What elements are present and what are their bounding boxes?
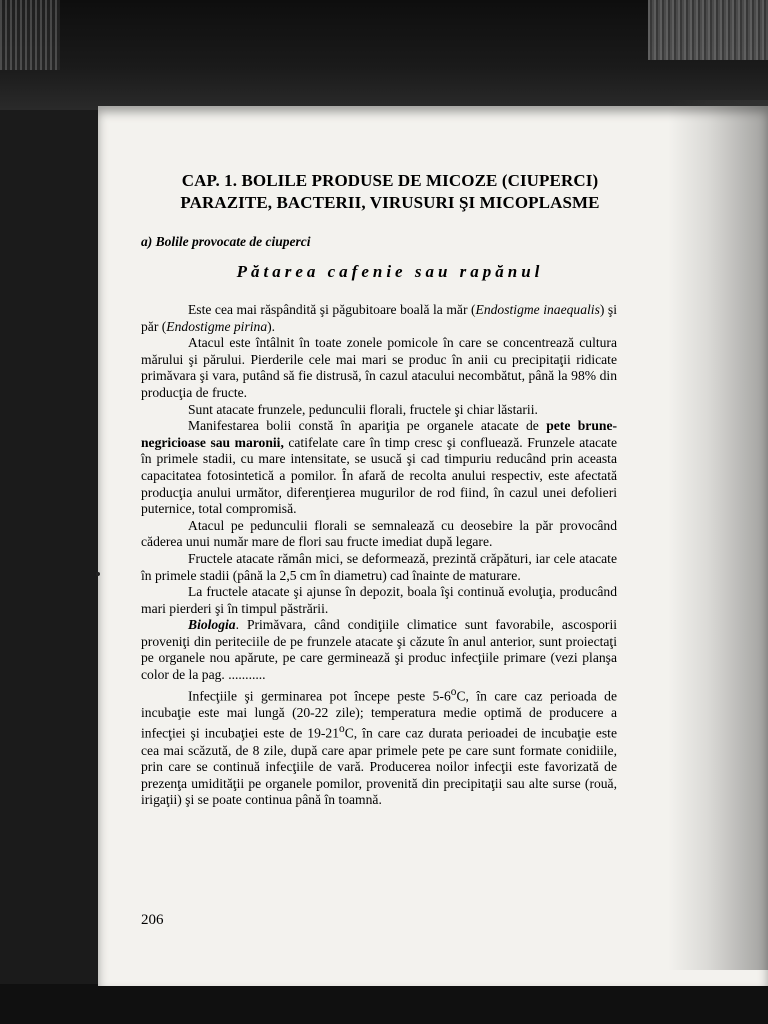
scan-dark-border-bottom	[0, 984, 768, 1024]
chapter-title-line2: PARAZITE, BACTERII, VIRUSURI ŞI MICOPLASME	[180, 193, 600, 212]
paragraph-6: Fructele atacate rămân mici, se deformează, prezintă crăpături, iar cele atacate în primele stadii (până la 2,5 cm în diametru) cad înainte de maturare.	[141, 550, 617, 583]
paragraph-1: Este cea mai răspândită şi păgubitoare boală la măr (Endostigme inaequalis) şi păr (Endostigme pirina).	[141, 302, 617, 334]
section-heading: a) Bolile provocate de ciuperci	[141, 234, 311, 249]
chapter-title-line1: CAP. 1. BOLILE PRODUSE DE MICOZE (CIUPERCI)	[181, 171, 599, 190]
paragraph-8: Biologia. Primăvara, când condiţiile climatice sunt favorabile, ascosporii proveniţi din periteciile de pe frunzele atacate şi căzute în anul anterior, sunt proiectaţi pe organele nou apărute, pe care germinează şi produc infecţiile primare (vezi planşa color de la pag. ...........	[141, 617, 617, 683]
page-number: 206	[141, 912, 164, 928]
paragraph-7: La fructele atacate şi ajunse în depozit, boala îşi continuă evoluţia, producând mari pierderi şi în timpul păstrării.	[141, 584, 617, 616]
paragraph-2: Atacul este întâlnit în toate zonele pomicole în care se concentrează cultura mărului şi părului. Pierderile cele mai mari se produc în anii cu precipitaţii ridicate primăvara şi vara, putând să fie distrusă, în cazul atacului necombătut, până la 98% din producţia de fructe.	[141, 335, 617, 400]
paragraph-9: Infecţiile şi germinarea pot începe peste 5-6$^o$C, în care caz perioada de incubaţie este mai lungă (20-22 zile); temperatura medie optimă de producere a infecţiei şi incubaţiei este de 19-21$^o$C, în care caz durata perioadei de incubaţie este cea mai scăzută, de 8 zile, după care apar primele pete pe care sunt formate conidiile, prin care se continuă infecţiile de vară. Producerea noilor infecţii este favorizată de prezenţa umidităţii pe organele pomilor, provenită din precipitaţii sau alte surse (rouă, irigaţii) şi se poate continua până în toamnă.	[141, 685, 617, 808]
page-edge-shadow	[668, 100, 768, 970]
subtitle: Pătarea cafenie sau rapănul	[236, 262, 544, 281]
scan-noise-top-right	[648, 0, 768, 60]
paragraph-3: Sunt atacate frunzele, pedunculii florali, fructele şi chiar lăstarii.	[188, 401, 538, 417]
scan-noise-top-left	[0, 0, 60, 70]
body-text	[141, 302, 617, 809]
margin-ink-dot	[96, 572, 100, 576]
paragraph-5: Atacul pe pedunculii florali se semnalează cu deosebire la păr provocând căderea unui număr mare de flori sau fructe imediat după legare.	[141, 517, 617, 550]
chapter-title	[160, 170, 620, 214]
paragraph-4: Manifestarea bolii constă în apariţia pe organele atacate de pete brune-negricioase sau maronii, catifelate care în timp cresc şi confluează. Frunzele atacate în primele stadii, cu mare intensitate, se usucă şi cad timpuriu reducând prin aceasta capacitatea fotosintetică a pomilor. În afară de recolta anului respectiv, este afectată producţia anului următor, diferenţierea mugurilor de rod fiind, în cazul unei defolieri puternice, total compromisă.	[141, 418, 618, 517]
